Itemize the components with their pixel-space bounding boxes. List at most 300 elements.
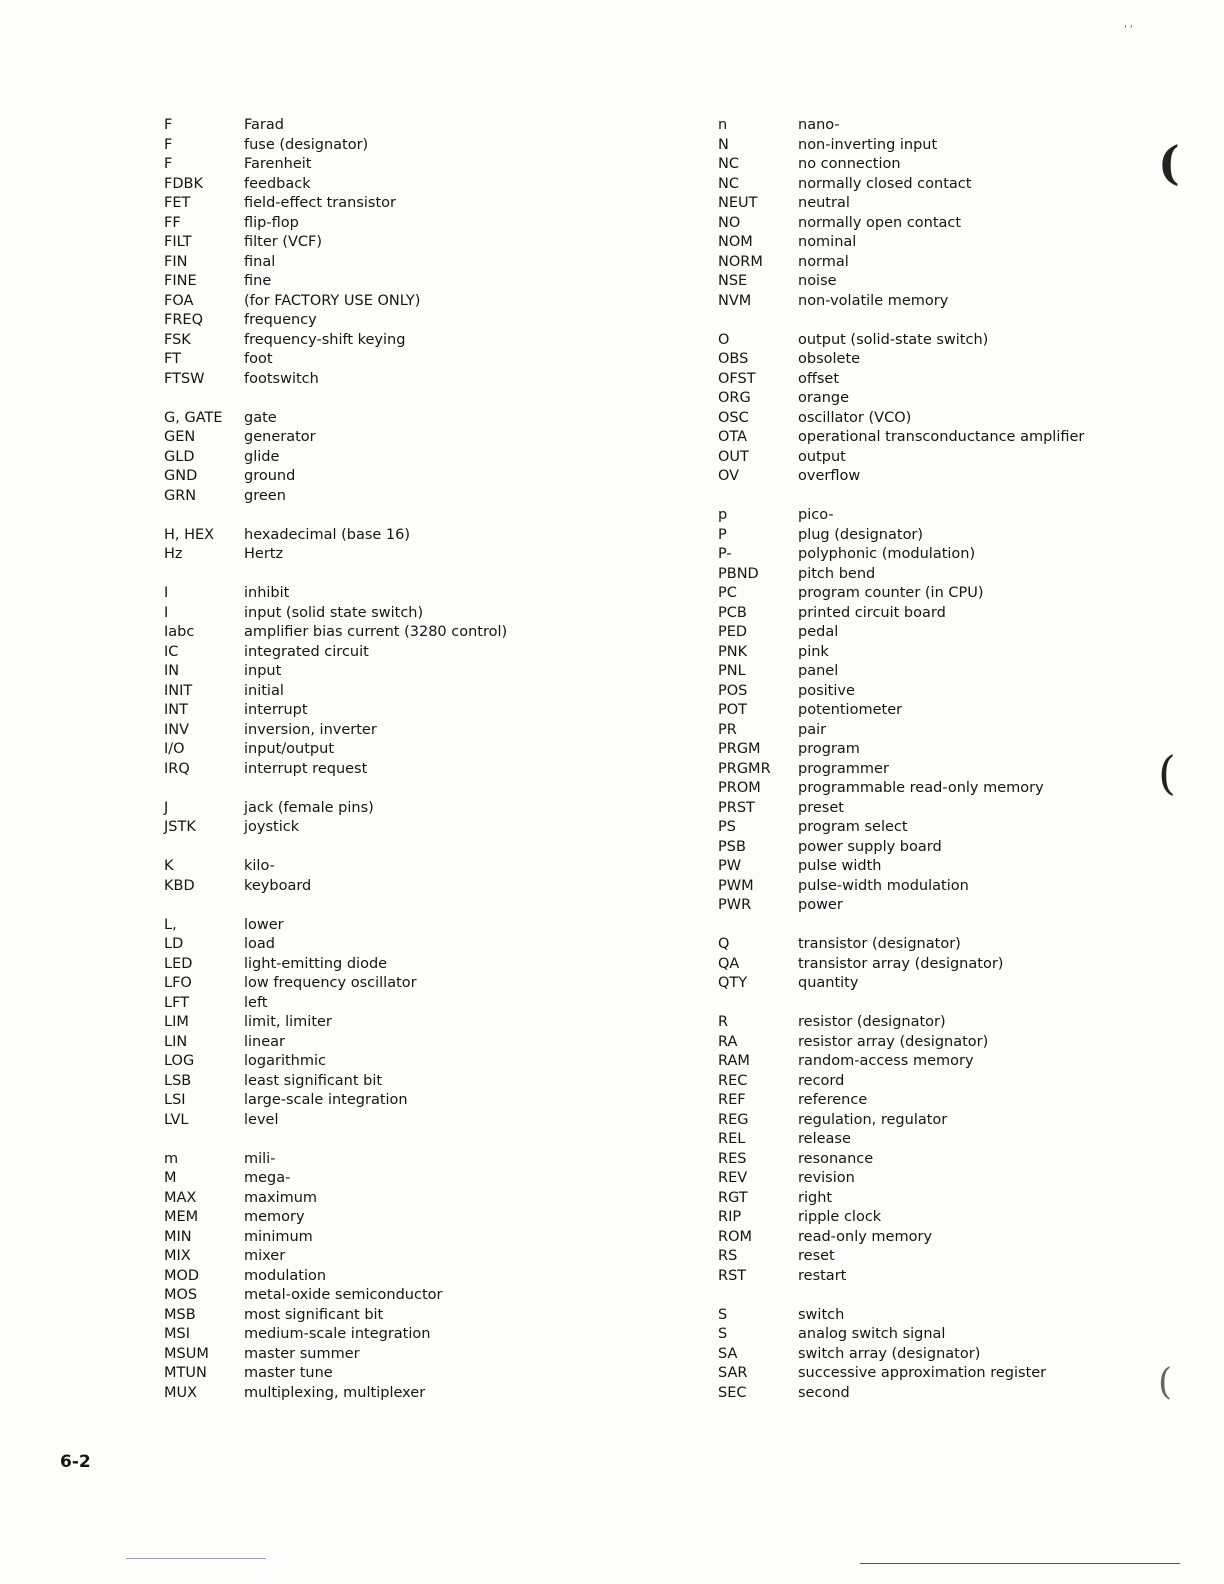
glossary-entry [158, 877, 678, 897]
definition: master summer [244, 1345, 360, 1362]
definition: reference [798, 1092, 868, 1108]
definition: neutral [798, 195, 850, 211]
definition: input/output [244, 741, 335, 757]
glossary-group [158, 799, 678, 838]
abbreviation: F [164, 156, 173, 172]
definition: pedal [798, 624, 839, 640]
abbreviation: IRQ [164, 760, 190, 777]
definition: normally closed contact [798, 175, 972, 192]
glossary-entry [712, 1267, 1224, 1287]
glossary-entry [158, 409, 678, 429]
glossary-entry [158, 682, 678, 702]
abbreviation: Hz [164, 546, 183, 562]
abbreviation: FTSW [164, 370, 205, 387]
definition: non-volatile memory [798, 292, 949, 309]
glossary-entry [158, 740, 678, 760]
glossary-entry [712, 1247, 1224, 1267]
definition: switch [798, 1306, 845, 1323]
definition: operational transconductance amplifier [798, 429, 1085, 445]
abbreviation: MTUN [164, 1365, 207, 1381]
glossary-entry [712, 155, 1224, 175]
glossary-group [712, 1013, 1224, 1286]
glossary-entry [712, 1228, 1224, 1248]
definition: green [244, 487, 286, 504]
glossary-entry [712, 409, 1224, 429]
glossary-entry [158, 292, 678, 312]
definition: maximum [244, 1189, 318, 1206]
glossary-entry [712, 760, 1224, 780]
definition: obsolete [798, 351, 861, 367]
definition: preset [798, 799, 844, 816]
abbreviation: L, [164, 916, 177, 933]
abbreviation: OSC [718, 409, 749, 426]
abbreviation: MOS [164, 1287, 198, 1303]
definition: initial [244, 682, 284, 699]
glossary-entry [712, 370, 1224, 390]
abbreviation: NSE [718, 273, 748, 289]
abbreviation: POS [718, 682, 748, 699]
abbreviation: RAM [718, 1053, 750, 1069]
definition: input (solid state switch) [244, 604, 424, 621]
glossary-entry [158, 175, 678, 195]
glossary-group [158, 857, 678, 896]
abbreviation: LFT [164, 994, 190, 1011]
glossary-entry [712, 253, 1224, 273]
definition: nano- [798, 117, 840, 133]
glossary-entry [712, 448, 1224, 468]
definition: final [244, 253, 276, 270]
glossary-entry [712, 1091, 1224, 1111]
definition: random-access memory [798, 1053, 974, 1069]
glossary-entry [712, 194, 1224, 214]
scan-edge-line [126, 1558, 266, 1559]
abbreviation: RST [718, 1267, 747, 1284]
abbreviation: FDBK [164, 175, 203, 192]
glossary-entry [712, 643, 1224, 663]
abbreviation: LOG [164, 1053, 195, 1069]
abbreviation: LFO [164, 975, 192, 991]
abbreviation: NC [718, 156, 739, 172]
definition: input [244, 663, 282, 679]
scan-mark: ' ' [1124, 24, 1133, 35]
abbreviation: K [164, 858, 174, 874]
abbreviation: RS [718, 1248, 738, 1264]
definition: Farad [244, 117, 284, 133]
page-number: 6-2 [60, 1452, 91, 1472]
glossary-entry [712, 1052, 1224, 1072]
glossary-entry [158, 1247, 678, 1267]
abbreviation: MIX [164, 1248, 191, 1264]
abbreviation: ROM [718, 1228, 752, 1245]
margin-bracket-mark: ( [1158, 136, 1180, 190]
abbreviation: INIT [164, 682, 193, 699]
definition: left [244, 994, 268, 1011]
glossary-entry [712, 214, 1224, 234]
definition: mega- [244, 1170, 291, 1186]
abbreviation: PNL [718, 663, 746, 679]
glossary-entry [158, 721, 678, 741]
glossary-group [712, 1306, 1224, 1404]
abbreviation: OFST [718, 370, 756, 387]
glossary-entry [158, 994, 678, 1014]
abbreviation: m [164, 1150, 179, 1167]
abbreviation: PC [718, 585, 737, 601]
abbreviation: RIP [718, 1209, 742, 1225]
definition: program [798, 741, 860, 757]
glossary-entry [712, 623, 1224, 643]
glossary-entry [158, 701, 678, 721]
abbreviation: NC [718, 175, 739, 192]
glossary-entry [712, 545, 1224, 565]
definition: non-inverting input [798, 136, 938, 153]
glossary-entry [158, 194, 678, 214]
definition: master tune [244, 1365, 333, 1381]
definition: joystick [244, 819, 300, 835]
glossary-group [158, 1150, 678, 1404]
definition: gate [244, 409, 277, 426]
definition: level [244, 1111, 279, 1128]
abbreviation: RA [718, 1033, 738, 1050]
glossary-entry [158, 799, 678, 819]
glossary-group [712, 506, 1224, 916]
glossary-entry [158, 1306, 678, 1326]
abbreviation: P- [718, 546, 732, 562]
glossary-entry [712, 1189, 1224, 1209]
abbreviation: NORM [718, 253, 763, 270]
abbreviation: FET [164, 195, 191, 211]
glossary-entry [158, 916, 678, 936]
glossary-entry [712, 1384, 1224, 1404]
definition: successive approximation register [798, 1365, 1047, 1381]
abbreviation: MEM [164, 1209, 199, 1225]
glossary-entry [712, 233, 1224, 253]
definition: quantity [798, 975, 859, 991]
glossary-entry [712, 1072, 1224, 1092]
glossary-entry [158, 1345, 678, 1365]
abbreviation: M [164, 1170, 177, 1186]
definition: transistor (designator) [798, 936, 961, 952]
abbreviation: n [718, 117, 728, 133]
glossary-entry [712, 877, 1224, 897]
abbreviation: Iabc [164, 624, 195, 640]
glossary-entry [158, 1150, 678, 1170]
scan-edge-line [860, 1563, 1180, 1564]
glossary-entry [712, 604, 1224, 624]
abbreviation: RGT [718, 1189, 748, 1206]
glossary-entry [158, 1267, 678, 1287]
definition: panel [798, 663, 839, 679]
glossary-entry [712, 779, 1224, 799]
definition: programmable read-only memory [798, 780, 1044, 796]
definition: linear [244, 1033, 286, 1050]
definition: minimum [244, 1228, 313, 1245]
definition: inhibit [244, 585, 290, 601]
definition: revision [798, 1170, 855, 1186]
abbreviation: I [164, 585, 169, 601]
definition: resistor array (designator) [798, 1033, 989, 1050]
definition: field-effect transistor [244, 195, 396, 211]
definition: nominal [798, 234, 857, 250]
abbreviation: LIN [164, 1033, 188, 1050]
glossary-entry [712, 721, 1224, 741]
glossary-entry [158, 1033, 678, 1053]
definition: record [798, 1072, 845, 1089]
glossary-entry [712, 1306, 1224, 1326]
definition: fuse (designator) [244, 136, 369, 153]
abbreviation: J [164, 799, 169, 816]
glossary-group [158, 584, 678, 779]
abbreviation: FT [164, 351, 181, 367]
definition: logarithmic [244, 1053, 326, 1069]
glossary-entry [712, 740, 1224, 760]
glossary-group [712, 331, 1224, 487]
abbreviation: FF [164, 214, 181, 231]
glossary-entry [158, 935, 678, 955]
glossary-entry [712, 506, 1224, 526]
glossary-entry [158, 643, 678, 663]
definition: program counter (in CPU) [798, 585, 984, 601]
abbreviation: P [718, 526, 727, 543]
abbreviation: OUT [718, 448, 749, 465]
glossary-entry [712, 350, 1224, 370]
margin-bracket-mark: ( [1158, 1362, 1173, 1403]
abbreviation: LVL [164, 1111, 189, 1128]
abbreviation: PS [718, 819, 736, 835]
abbreviation: IC [164, 643, 179, 660]
definition: low frequency oscillator [244, 975, 417, 991]
abbreviation: ORG [718, 390, 751, 406]
abbreviation: GND [164, 468, 198, 484]
glossary-group [158, 116, 678, 389]
abbreviation: LSB [164, 1072, 192, 1089]
definition: feedback [244, 175, 311, 192]
glossary-entry [158, 448, 678, 468]
glossary-entry [158, 370, 678, 390]
definition: frequency [244, 312, 317, 328]
definition: jack (female pins) [244, 799, 374, 816]
definition: Hertz [244, 546, 284, 562]
definition: interrupt [244, 702, 308, 718]
glossary-entry [712, 955, 1224, 975]
definition: printed circuit board [798, 604, 946, 621]
glossary-entry [158, 1052, 678, 1072]
glossary-entry [158, 1286, 678, 1306]
glossary-entry [712, 662, 1224, 682]
glossary-entry [712, 974, 1224, 994]
definition: program select [798, 819, 908, 835]
glossary-entry [712, 1150, 1224, 1170]
abbreviation: PWM [718, 877, 754, 894]
glossary-entry [158, 428, 678, 448]
definition: flip-flop [244, 214, 299, 231]
definition: programmer [798, 760, 889, 777]
definition: foot [244, 351, 273, 367]
glossary-entry [712, 682, 1224, 702]
abbreviation: S [718, 1306, 728, 1323]
glossary-entry [712, 1325, 1224, 1345]
definition: read-only memory [798, 1228, 933, 1245]
abbreviation: MSI [164, 1326, 190, 1342]
definition: no connection [798, 156, 901, 172]
glossary-entry [158, 136, 678, 156]
glossary-entry [158, 974, 678, 994]
glossary-entry [158, 1364, 678, 1384]
glossary-entry [158, 1169, 678, 1189]
abbreviation: MOD [164, 1267, 200, 1284]
abbreviation: H, HEX [164, 526, 215, 543]
glossary-entry [712, 896, 1224, 916]
definition: filter (VCF) [244, 234, 323, 250]
abbreviation: LED [164, 955, 193, 972]
abbreviation: PCB [718, 604, 747, 621]
definition: (for FACTORY USE ONLY) [244, 292, 421, 309]
definition: orange [798, 390, 850, 406]
abbreviation: REL [718, 1131, 746, 1147]
abbreviation: MSB [164, 1306, 196, 1323]
definition: pink [798, 643, 829, 660]
right-glossary-column [712, 116, 1224, 1423]
abbreviation: Q [718, 936, 730, 952]
definition: resonance [798, 1150, 874, 1167]
glossary-entry [712, 1169, 1224, 1189]
definition: pulse-width modulation [798, 877, 969, 894]
definition: generator [244, 429, 316, 445]
abbreviation: F [164, 136, 173, 153]
abbreviation: OV [718, 468, 740, 484]
glossary-entry [158, 1072, 678, 1092]
definition: Farenheit [244, 156, 312, 172]
abbreviation: LD [164, 936, 184, 952]
abbreviation: LSI [164, 1092, 186, 1108]
abbreviation: RES [718, 1150, 747, 1167]
abbreviation: JSTK [164, 819, 196, 835]
glossary-entry [158, 662, 678, 682]
glossary-entry [158, 818, 678, 838]
glossary-entry [712, 175, 1224, 195]
abbreviation: PED [718, 624, 748, 640]
abbreviation: LIM [164, 1014, 189, 1030]
definition: potentiometer [798, 702, 903, 718]
definition: glide [244, 448, 280, 465]
glossary-entry [158, 1384, 678, 1404]
glossary-entry [712, 292, 1224, 312]
glossary-entry [712, 272, 1224, 292]
glossary-entry [158, 253, 678, 273]
glossary-entry [712, 799, 1224, 819]
abbreviation: FSK [164, 331, 191, 348]
glossary-entry [158, 272, 678, 292]
definition: restart [798, 1267, 847, 1284]
definition: reset [798, 1248, 835, 1264]
glossary-entry [158, 467, 678, 487]
glossary-entry [712, 584, 1224, 604]
definition: switch array (designator) [798, 1345, 981, 1362]
glossary-entry [158, 331, 678, 351]
glossary-entry [712, 935, 1224, 955]
glossary-entry [158, 350, 678, 370]
definition: pair [798, 721, 827, 738]
glossary-entry [158, 155, 678, 175]
definition: analog switch signal [798, 1326, 946, 1342]
abbreviation: PW [718, 858, 742, 874]
glossary-entry [712, 1013, 1224, 1033]
definition: ripple clock [798, 1209, 882, 1225]
glossary-entry [158, 311, 678, 331]
glossary-entry [712, 136, 1224, 156]
definition: resistor (designator) [798, 1014, 946, 1030]
abbreviation: PRGMR [718, 760, 771, 777]
abbreviation: MUX [164, 1384, 198, 1401]
abbreviation: F [164, 117, 173, 133]
abbreviation: INT [164, 702, 188, 718]
abbreviation: MSUM [164, 1345, 209, 1362]
definition: load [244, 936, 275, 952]
definition: release [798, 1131, 851, 1147]
glossary-entry [712, 701, 1224, 721]
abbreviation: REV [718, 1170, 748, 1186]
definition: oscillator (VCO) [798, 409, 912, 426]
glossary-entry [158, 1091, 678, 1111]
definition: metal-oxide semiconductor [244, 1287, 443, 1303]
abbreviation: REF [718, 1092, 746, 1108]
abbreviation: I/O [164, 741, 185, 757]
abbreviation: OTA [718, 429, 748, 445]
definition: offset [798, 370, 840, 387]
glossary-entry [158, 526, 678, 546]
glossary-entry [712, 467, 1224, 487]
definition: pico- [798, 507, 834, 523]
abbreviation: G, GATE [164, 409, 223, 426]
abbreviation: GEN [164, 429, 196, 445]
definition: pitch bend [798, 565, 876, 582]
glossary-entry [158, 1228, 678, 1248]
abbreviation: NVM [718, 292, 752, 309]
glossary-entry [712, 857, 1224, 877]
definition: right [798, 1189, 833, 1206]
abbreviation: O [718, 331, 730, 348]
definition: output (solid-state switch) [798, 331, 989, 348]
abbreviation: N [718, 136, 729, 153]
abbreviation: NEUT [718, 195, 758, 211]
definition: frequency-shift keying [244, 331, 406, 348]
abbreviation: IN [164, 663, 180, 679]
definition: positive [798, 682, 855, 699]
abbreviation: SEC [718, 1384, 747, 1401]
definition: power [798, 897, 843, 913]
glossary-entry [712, 428, 1224, 448]
definition: multiplexing, multiplexer [244, 1384, 426, 1401]
glossary-entry [158, 623, 678, 643]
definition: ground [244, 468, 296, 484]
definition: memory [244, 1209, 305, 1225]
definition: modulation [244, 1267, 327, 1284]
abbreviation: OBS [718, 351, 749, 367]
definition: most significant bit [244, 1306, 384, 1323]
abbreviation: QTY [718, 975, 748, 991]
glossary-entry [712, 818, 1224, 838]
abbreviation: PRGM [718, 741, 761, 757]
glossary-entry [712, 389, 1224, 409]
abbreviation: R [718, 1014, 729, 1030]
definition: hexadecimal (base 16) [244, 526, 411, 543]
glossary-entry [158, 584, 678, 604]
definition: kilo- [244, 858, 275, 874]
glossary-entry [712, 1364, 1224, 1384]
abbreviation: NO [718, 214, 741, 231]
abbreviation: PR [718, 721, 737, 738]
abbreviation: PRST [718, 799, 755, 816]
definition: limit, limiter [244, 1014, 332, 1030]
